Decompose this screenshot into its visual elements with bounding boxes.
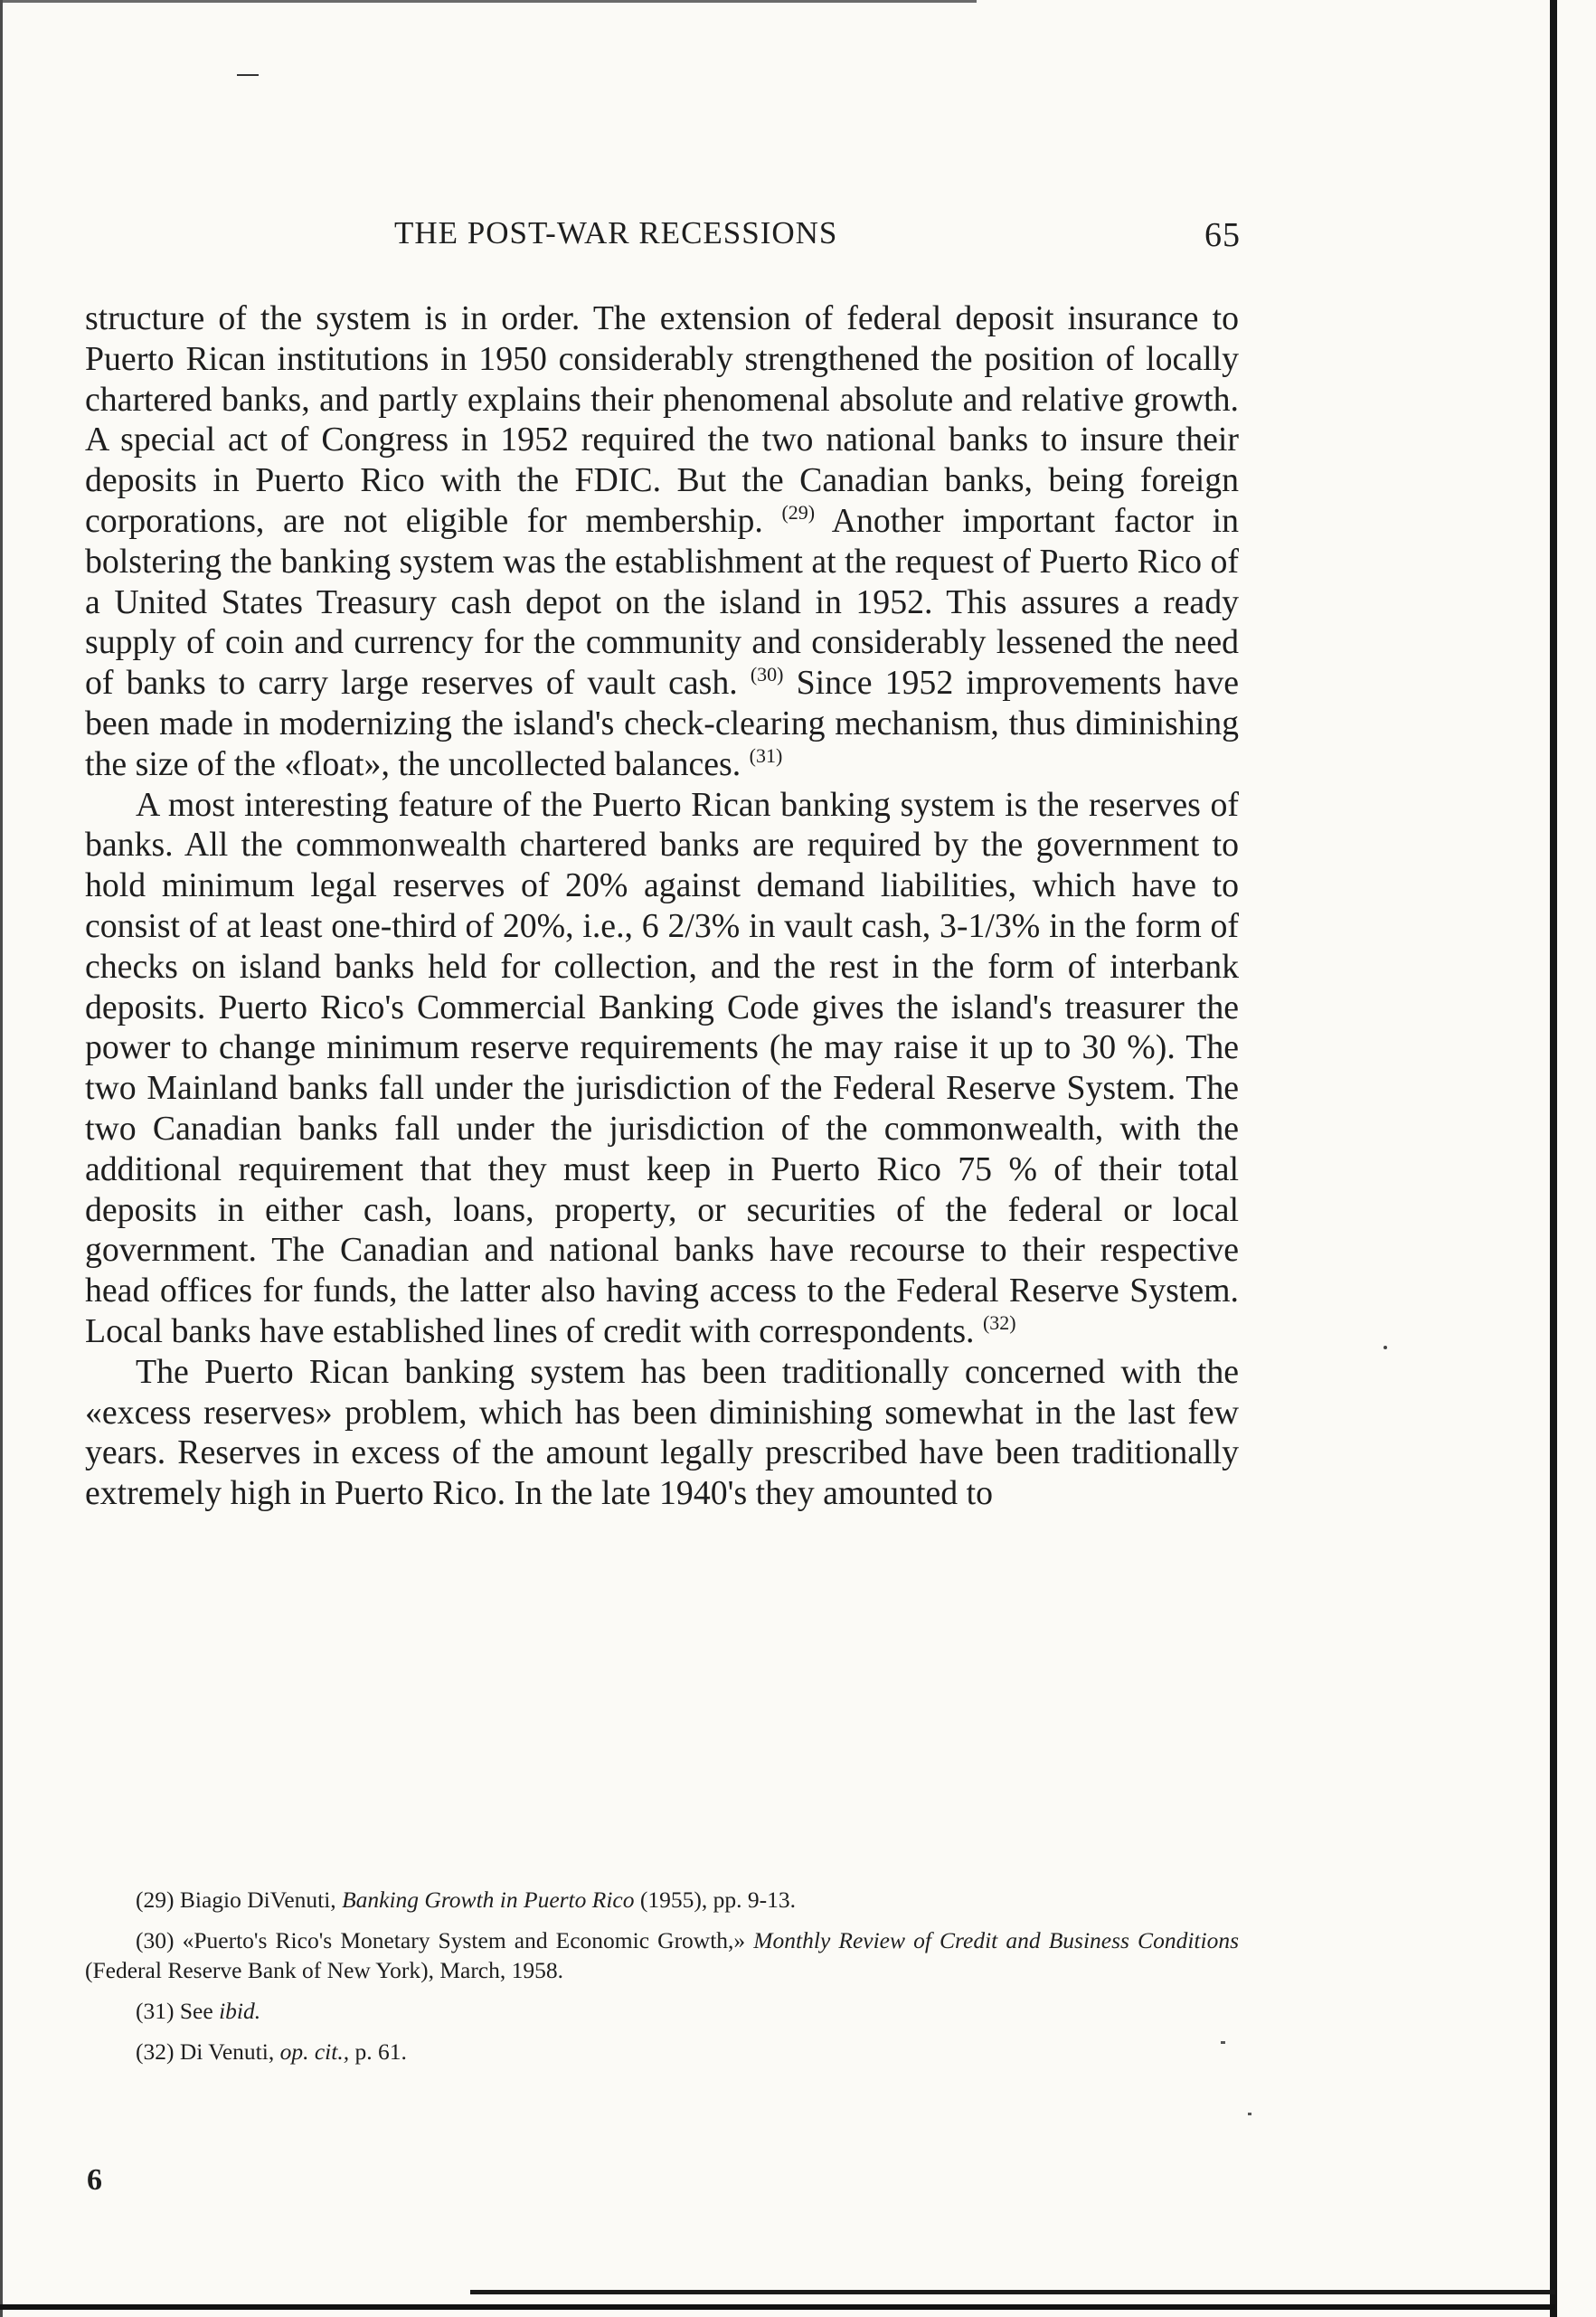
paragraph-text: A most interesting feature of the Puerto Rican banking system is the reserves of banks. All the commonwealth chartered banks are required by the government to hold minimum legal reserves of 20% against demand liabilities, which have to consist of at least one-third of 20%, i.e., 6 2/3% in vault cash, 3-1/3% in the form of checks on island banks held for collection, and the rest in the form of interbank deposits. Puerto Rico's Commercial Banking Code gives the island's treasurer the power to change minimum reserve requirements (he may raise it up to 30 %). The two Mainland banks fall under the jurisdiction of the Federal Reserve System. The two Canadian banks fall under the jurisdiction of the commonwealth, with the additional requirement that they must keep in Puerto Rico 75 % of their total deposits in either cash, loans, property, or securities of the federal or local government. The Canadian and national banks have recourse to their respective head offices for funds, the latter also having access to the Federal Reserve System. Local banks have established lines of credit with correspondents. (85, 785, 1239, 1350)
ink-speck (1384, 1346, 1387, 1349)
footnote (85, 1996, 1239, 2026)
footnote-ref: (31) (749, 743, 783, 767)
footnote-ref: (30) (750, 663, 784, 686)
right-border-rule (1550, 0, 1557, 2317)
ink-speck (237, 74, 259, 76)
footnote-number: (31) (136, 1998, 175, 2024)
footnote-text: See (179, 1998, 220, 2024)
footnote-number: (32) (136, 2038, 175, 2065)
paragraph-text: structure of the system is in order. The extension of federal deposit insurance to Puerto Rican institutions in 1950 considerably strengthened the position of locally chartered banks, and partly explains their phenomenal absolute and relative growth. A special act of Congress in 1952 required the two national banks to insure their deposits in Puerto Rico with the FDIC. But the Canadian banks, being foreign corporations, are not eligible for membership. (85, 299, 1239, 540)
footnote-text: «Puerto's Rico's Monetary System and Economic Growth,» (182, 1927, 754, 1953)
footnote-title: Monthly Review of Credit and Business Conditions (753, 1927, 1239, 1953)
footnote (85, 1925, 1239, 1985)
footnotes (85, 1885, 1239, 2077)
paragraph (85, 785, 1239, 1352)
paragraph-text: The Puerto Rican banking system has been traditionally concerned with the «excess reserves» problem, which has been diminishing somewhat in the last few years. Reserves in excess of the amount legally prescribed have been traditionally extremely high in Puerto Rico. In the late 1940's they amounted to (85, 1352, 1239, 1513)
footnote-ref: (29) (781, 500, 816, 524)
footnote-title: Banking Growth in Puerto Rico (342, 1887, 635, 1913)
page-number: 65 (1204, 216, 1241, 254)
footnote-text: Biagio DiVenuti, (179, 1887, 343, 1913)
ink-speck (1248, 2113, 1251, 2115)
body-text (85, 298, 1239, 1514)
top-border-rule (0, 0, 977, 3)
paragraph-text: Another important factor in bolstering the banking system was the establishment at the request of Puerto Rico of a United States Treasury cash depot on the island in 1952. This assures a ready supply of coin and currency for the community and considerably lessened the need of banks to carry large reserves of vault cash. (85, 501, 1239, 703)
footnote-title: ibid. (219, 1998, 261, 2024)
running-head-title: THE POST-WAR RECESSIONS (394, 215, 838, 251)
footnote-text: Di Venuti, (179, 2038, 280, 2065)
bottom-rule-lower (0, 2304, 1555, 2310)
signature-mark: 6 (87, 2163, 102, 2197)
footnote (85, 1885, 1239, 1915)
running-head (394, 215, 1241, 262)
footnote-ref: (32) (982, 1310, 1016, 1334)
paragraph (85, 1352, 1239, 1514)
footnote-number: (30) (136, 1927, 175, 1953)
paragraph (85, 298, 1239, 785)
left-border-rule (0, 0, 3, 2317)
footnote-text: (1955), pp. 9-13. (634, 1887, 796, 1913)
footnote-text: p. 61. (349, 2038, 407, 2065)
footnote-text: (Federal Reserve Bank of New York), March, 1958. (85, 1957, 564, 1983)
paragraph-text: Since 1952 improvements have been made in modernizing the island's check-clearing mechanism, thus diminishing the size of the «float», the uncollected balances. (85, 664, 1239, 783)
footnote-title: op. cit., (279, 2038, 350, 2065)
footnote-number: (29) (136, 1887, 175, 1913)
bottom-rule-upper (470, 2290, 1555, 2294)
footnote (85, 2037, 1239, 2066)
